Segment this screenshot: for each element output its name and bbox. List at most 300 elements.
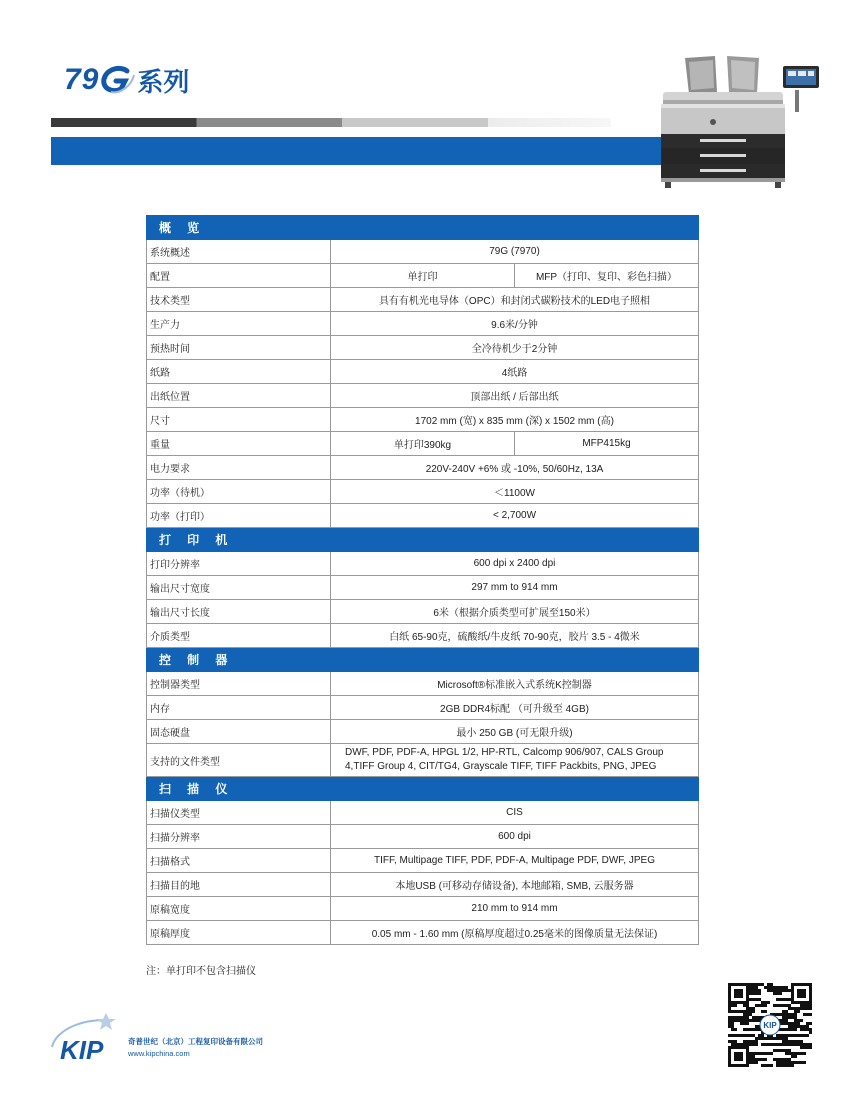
qr-module bbox=[803, 1028, 806, 1031]
qr-module bbox=[779, 1064, 782, 1067]
qr-module bbox=[743, 1016, 746, 1019]
table-row bbox=[147, 873, 699, 897]
qr-module bbox=[788, 1025, 791, 1028]
qr-module bbox=[791, 1025, 794, 1028]
qr-module bbox=[767, 1037, 770, 1040]
qr-module bbox=[770, 1037, 773, 1040]
qr-module bbox=[734, 1040, 737, 1043]
qr-module bbox=[809, 1028, 812, 1031]
qr-module bbox=[737, 1019, 740, 1022]
qr-module bbox=[776, 1004, 779, 1007]
qr-module bbox=[752, 1040, 755, 1043]
qr-module bbox=[764, 1058, 767, 1061]
qr-module bbox=[803, 1046, 806, 1049]
qr-module bbox=[752, 1061, 755, 1064]
row-value: 本地USB (可移动存储设备), 本地邮箱, SMB, 云服务器 bbox=[331, 873, 699, 897]
qr-module bbox=[770, 989, 773, 992]
qr-module bbox=[734, 1004, 737, 1007]
qr-module bbox=[797, 1061, 800, 1064]
qr-module bbox=[785, 1016, 788, 1019]
qr-module bbox=[743, 1028, 746, 1031]
qr-module bbox=[776, 1064, 779, 1067]
qr-module bbox=[785, 1028, 788, 1031]
qr-module bbox=[731, 1043, 734, 1046]
qr-module bbox=[752, 1043, 755, 1046]
table-row bbox=[147, 504, 699, 528]
qr-module bbox=[728, 1025, 731, 1028]
qr-module bbox=[794, 1028, 797, 1031]
qr-module bbox=[794, 1013, 797, 1016]
gradient-stripe bbox=[51, 118, 611, 127]
qr-module bbox=[788, 998, 791, 1001]
row-label: 打印分辨率 bbox=[147, 552, 331, 576]
row-value: 白纸 65-90克，硫酸纸/牛皮纸 70-90克，胶片 3.5 - 4微米 bbox=[331, 624, 699, 648]
qr-module bbox=[785, 1043, 788, 1046]
qr-module bbox=[806, 1004, 809, 1007]
row-value: MFP415kg bbox=[515, 432, 699, 456]
qr-module bbox=[752, 1058, 755, 1061]
qr-module bbox=[749, 983, 752, 986]
qr-module bbox=[749, 989, 752, 992]
qr-module bbox=[797, 1040, 800, 1043]
row-value: 220V-240V +6% 或 -10%, 50/60Hz, 13A bbox=[331, 456, 699, 480]
row-label: 预热时间 bbox=[147, 336, 331, 360]
row-label: 扫描仪类型 bbox=[147, 801, 331, 825]
qr-module bbox=[779, 1013, 782, 1016]
qr-module bbox=[779, 1004, 782, 1007]
qr-module bbox=[788, 989, 791, 992]
qr-module bbox=[788, 1043, 791, 1046]
qr-module bbox=[806, 1043, 809, 1046]
qr-module bbox=[782, 989, 785, 992]
qr-module bbox=[737, 1010, 740, 1013]
qr-module bbox=[764, 1004, 767, 1007]
qr-module bbox=[767, 1043, 770, 1046]
qr-module bbox=[728, 1034, 731, 1037]
qr-module bbox=[794, 1043, 797, 1046]
row-value: 具有有机光电导体（OPC）和封闭式碳粉技术的LED电子照相 bbox=[331, 288, 699, 312]
qr-module bbox=[785, 1010, 788, 1013]
row-label: 功率（待机） bbox=[147, 480, 331, 504]
qr-module bbox=[746, 1040, 749, 1043]
qr-module bbox=[782, 1058, 785, 1061]
table-row bbox=[147, 849, 699, 873]
section-header bbox=[147, 777, 699, 801]
qr-module bbox=[785, 1013, 788, 1016]
row-value: CIS bbox=[331, 801, 699, 825]
qr-module bbox=[740, 1016, 743, 1019]
row-value: 单打印390kg bbox=[331, 432, 515, 456]
qr-module bbox=[770, 1064, 773, 1067]
qr-module bbox=[752, 1007, 755, 1010]
qr-module bbox=[728, 1022, 731, 1025]
section-title: 概 览 bbox=[147, 216, 699, 240]
qr-module bbox=[728, 1016, 731, 1019]
qr-module bbox=[800, 1025, 803, 1028]
qr-module bbox=[800, 1061, 803, 1064]
qr-module bbox=[776, 1049, 779, 1052]
row-label: 生产力 bbox=[147, 312, 331, 336]
qr-module bbox=[788, 1028, 791, 1031]
qr-module bbox=[809, 1046, 812, 1049]
qr-module bbox=[740, 1010, 743, 1013]
qr-module bbox=[743, 1022, 746, 1025]
qr-module bbox=[731, 1040, 734, 1043]
table-row bbox=[147, 408, 699, 432]
table-row bbox=[147, 576, 699, 600]
qr-module bbox=[764, 1037, 767, 1040]
qr-module bbox=[743, 1040, 746, 1043]
qr-module bbox=[761, 1058, 764, 1061]
qr-module bbox=[743, 1010, 746, 1013]
row-value: 79G (7970) bbox=[331, 240, 699, 264]
qr-module bbox=[782, 986, 785, 989]
row-label: 出纸位置 bbox=[147, 384, 331, 408]
row-label: 系统概述 bbox=[147, 240, 331, 264]
qr-module bbox=[758, 1052, 761, 1055]
qr-module bbox=[731, 1034, 734, 1037]
qr-module bbox=[788, 1040, 791, 1043]
qr-module bbox=[800, 1046, 803, 1049]
qr-module bbox=[731, 1019, 734, 1022]
qr-module bbox=[782, 1049, 785, 1052]
row-value: 最小 250 GB (可无限升级) bbox=[331, 720, 699, 744]
logo-text: KIP bbox=[60, 1035, 104, 1065]
row-label: 配置 bbox=[147, 264, 331, 288]
qr-module bbox=[797, 1052, 800, 1055]
qr-module bbox=[779, 992, 782, 995]
qr-module bbox=[803, 1061, 806, 1064]
qr-module bbox=[728, 1040, 731, 1043]
qr-module bbox=[758, 1016, 761, 1019]
qr-module bbox=[803, 1052, 806, 1055]
qr-module bbox=[767, 983, 770, 986]
qr-module bbox=[776, 998, 779, 1001]
qr-module bbox=[755, 1028, 758, 1031]
section-header bbox=[147, 648, 699, 672]
row-label: 输出尺寸长度 bbox=[147, 600, 331, 624]
qr-module bbox=[755, 1043, 758, 1046]
row-value: 单打印 bbox=[331, 264, 515, 288]
qr-module bbox=[779, 986, 782, 989]
qr-module bbox=[809, 1007, 812, 1010]
qr-module bbox=[764, 1043, 767, 1046]
qr-module bbox=[800, 1043, 803, 1046]
qr-module bbox=[788, 1034, 791, 1037]
qr-module bbox=[788, 1013, 791, 1016]
qr-module bbox=[770, 986, 773, 989]
row-value: 2GB DDR4标配 （可升级至 4GB) bbox=[331, 696, 699, 720]
qr-module bbox=[788, 1052, 791, 1055]
qr-module bbox=[800, 1004, 803, 1007]
qr-module bbox=[800, 1028, 803, 1031]
qr-module bbox=[791, 1064, 794, 1067]
qr-module bbox=[746, 1016, 749, 1019]
qr-module bbox=[782, 1019, 785, 1022]
table-row bbox=[147, 432, 699, 456]
qr-module bbox=[797, 1019, 800, 1022]
qr-module bbox=[728, 1007, 731, 1010]
qr-module bbox=[749, 1013, 752, 1016]
row-label: 固态硬盘 bbox=[147, 720, 331, 744]
qr-module bbox=[788, 1004, 791, 1007]
qr-module bbox=[785, 1004, 788, 1007]
row-value: 全冷待机少于2分钟 bbox=[331, 336, 699, 360]
qr-module bbox=[779, 1037, 782, 1040]
qr-module bbox=[791, 1013, 794, 1016]
qr-module bbox=[788, 1049, 791, 1052]
table-row bbox=[147, 897, 699, 921]
table-row bbox=[147, 921, 699, 945]
qr-module bbox=[773, 1049, 776, 1052]
qr-module bbox=[749, 1019, 752, 1022]
table-row bbox=[147, 384, 699, 408]
qr-module bbox=[749, 1007, 752, 1010]
qr-module bbox=[794, 1055, 797, 1058]
qr-module bbox=[752, 1028, 755, 1031]
row-label: 电力要求 bbox=[147, 456, 331, 480]
qr-module bbox=[737, 1034, 740, 1037]
row-value: 9.6米/分钟 bbox=[331, 312, 699, 336]
qr-module bbox=[794, 1034, 797, 1037]
section-title: 控 制 器 bbox=[147, 648, 699, 672]
qr-module bbox=[779, 1034, 782, 1037]
section-header bbox=[147, 216, 699, 240]
series-label: 系列 bbox=[137, 67, 190, 98]
qr-module bbox=[794, 1052, 797, 1055]
qr-module bbox=[746, 1034, 749, 1037]
qr-module bbox=[803, 1004, 806, 1007]
row-value: 600 dpi bbox=[331, 825, 699, 849]
qr-module bbox=[800, 1007, 803, 1010]
table-row bbox=[147, 720, 699, 744]
qr-module bbox=[776, 989, 779, 992]
row-value: DWF, PDF, PDF-A, HPGL 1/2, HP-RTL, Calcomp 906/907, CALS Group 4,TIFF Group 4, CIT/TG4, Grayscale TIFF, TIFF Packbits, PNG, JPEG bbox=[331, 744, 699, 777]
qr-module bbox=[791, 1007, 794, 1010]
table-row bbox=[147, 801, 699, 825]
qr-module bbox=[806, 1034, 809, 1037]
qr-module bbox=[782, 1028, 785, 1031]
qr-module bbox=[758, 1004, 761, 1007]
qr-module bbox=[779, 989, 782, 992]
qr-module bbox=[797, 1010, 800, 1013]
row-label: 尺寸 bbox=[147, 408, 331, 432]
qr-module bbox=[794, 1010, 797, 1013]
spec-table bbox=[146, 215, 699, 945]
qr-module bbox=[743, 1019, 746, 1022]
qr-module bbox=[752, 1016, 755, 1019]
row-label: 扫描目的地 bbox=[147, 873, 331, 897]
model-number: 79 bbox=[64, 63, 100, 96]
qr-module bbox=[758, 983, 761, 986]
qr-module bbox=[782, 998, 785, 1001]
qr-module bbox=[731, 1022, 734, 1025]
qr-module bbox=[785, 1049, 788, 1052]
row-value: Microsoft®标准嵌入式系统K控制器 bbox=[331, 672, 699, 696]
qr-module bbox=[755, 1052, 758, 1055]
table-row bbox=[147, 456, 699, 480]
qr-module bbox=[752, 1010, 755, 1013]
qr-module bbox=[803, 1025, 806, 1028]
qr-module bbox=[782, 1043, 785, 1046]
qr-module bbox=[737, 1043, 740, 1046]
qr-module bbox=[731, 1025, 734, 1028]
qr-module bbox=[785, 1040, 788, 1043]
row-value: 4纸路 bbox=[331, 360, 699, 384]
qr-module bbox=[734, 1019, 737, 1022]
qr-module bbox=[776, 1043, 779, 1046]
qr-module bbox=[806, 1025, 809, 1028]
qr-module bbox=[806, 1028, 809, 1031]
qr-module bbox=[767, 1052, 770, 1055]
row-label: 输出尺寸宽度 bbox=[147, 576, 331, 600]
qr-module bbox=[809, 1043, 812, 1046]
qr-module bbox=[764, 986, 767, 989]
qr-module bbox=[764, 1052, 767, 1055]
qr-module bbox=[752, 1052, 755, 1055]
qr-module bbox=[782, 1061, 785, 1064]
qr-module bbox=[779, 1058, 782, 1061]
qr-module bbox=[800, 1040, 803, 1043]
table-row bbox=[147, 360, 699, 384]
qr-module bbox=[785, 1061, 788, 1064]
qr-module bbox=[731, 1028, 734, 1031]
qr-module bbox=[782, 1010, 785, 1013]
qr-module bbox=[791, 1034, 794, 1037]
qr-module bbox=[809, 1022, 812, 1025]
qr-module bbox=[746, 1022, 749, 1025]
qr-module bbox=[779, 1049, 782, 1052]
qr-module bbox=[752, 986, 755, 989]
qr-module bbox=[782, 1040, 785, 1043]
qr-module bbox=[806, 1022, 809, 1025]
qr-module bbox=[764, 1001, 767, 1004]
qr-module bbox=[770, 1052, 773, 1055]
row-value: 顶部出纸 / 后部出纸 bbox=[331, 384, 699, 408]
qr-module bbox=[803, 1034, 806, 1037]
section-title: 打 印 机 bbox=[147, 528, 699, 552]
table-row bbox=[147, 672, 699, 696]
footnote: 注：单打印不包含扫描仪 bbox=[146, 966, 256, 977]
qr-module bbox=[758, 998, 761, 1001]
row-value: 600 dpi x 2400 dpi bbox=[331, 552, 699, 576]
qr-module bbox=[806, 1007, 809, 1010]
company-name: 奇普世纪（北京）工程复印设备有限公司 bbox=[128, 1037, 263, 1046]
qr-module bbox=[746, 1004, 749, 1007]
qr-module bbox=[761, 1037, 764, 1040]
qr-module bbox=[791, 1040, 794, 1043]
row-label: 重量 bbox=[147, 432, 331, 456]
qr-module bbox=[755, 1025, 758, 1028]
row-value: < 2,700W bbox=[331, 504, 699, 528]
qr-module bbox=[794, 1061, 797, 1064]
qr-module bbox=[755, 1019, 758, 1022]
qr-module bbox=[782, 1022, 785, 1025]
qr-module bbox=[773, 1004, 776, 1007]
qr-module bbox=[734, 1034, 737, 1037]
qr-module bbox=[752, 992, 755, 995]
qr-module bbox=[800, 1034, 803, 1037]
qr-module bbox=[779, 998, 782, 1001]
qr-module bbox=[809, 1031, 812, 1034]
row-label: 支持的文件类型 bbox=[147, 744, 331, 777]
qr-module bbox=[776, 1061, 779, 1064]
qr-module bbox=[788, 1064, 791, 1067]
qr-module bbox=[755, 983, 758, 986]
qr-module bbox=[785, 1022, 788, 1025]
qr-module bbox=[794, 1022, 797, 1025]
row-value: 1702 mm (宽) x 835 mm (深) x 1502 mm (高) bbox=[331, 408, 699, 432]
row-label: 介质类型 bbox=[147, 624, 331, 648]
row-label: 功率（打印） bbox=[147, 504, 331, 528]
qr-module bbox=[782, 1016, 785, 1019]
qr-module bbox=[785, 1058, 788, 1061]
row-value: 0.05 mm - 1.60 mm (原稿厚度超过0.25毫米的图像质量无法保证) bbox=[331, 921, 699, 945]
qr-module bbox=[776, 986, 779, 989]
qr-module bbox=[761, 1043, 764, 1046]
qr-module bbox=[746, 1013, 749, 1016]
qr-module bbox=[749, 1055, 752, 1058]
qr-module bbox=[797, 1022, 800, 1025]
qr-module bbox=[761, 1004, 764, 1007]
qr-module bbox=[740, 1022, 743, 1025]
qr-module bbox=[788, 1061, 791, 1064]
qr-module bbox=[728, 1004, 731, 1007]
qr-module bbox=[761, 1034, 764, 1037]
table-row bbox=[147, 480, 699, 504]
qr-module bbox=[755, 986, 758, 989]
row-value: 6米（根据介质类型可扩展至150米） bbox=[331, 600, 699, 624]
qr-module bbox=[791, 1022, 794, 1025]
row-label: 技术类型 bbox=[147, 288, 331, 312]
qr-module bbox=[803, 1007, 806, 1010]
qr-module bbox=[803, 1043, 806, 1046]
qr-module bbox=[785, 1034, 788, 1037]
qr-module bbox=[749, 1010, 752, 1013]
qr-module bbox=[809, 1004, 812, 1007]
qr-module bbox=[731, 1004, 734, 1007]
qr-module bbox=[773, 1037, 776, 1040]
row-label: 控制器类型 bbox=[147, 672, 331, 696]
qr-module bbox=[770, 983, 773, 986]
qr-module bbox=[785, 1052, 788, 1055]
qr-module bbox=[755, 998, 758, 1001]
table-row bbox=[147, 336, 699, 360]
qr-module bbox=[779, 1043, 782, 1046]
qr-module bbox=[803, 1013, 806, 1016]
qr-module bbox=[785, 989, 788, 992]
qr-module bbox=[746, 1043, 749, 1046]
qr-module bbox=[740, 1043, 743, 1046]
row-label: 内存 bbox=[147, 696, 331, 720]
row-value: MFP（打印、复印、彩色扫描） bbox=[515, 264, 699, 288]
qr-module bbox=[788, 1007, 791, 1010]
qr-module bbox=[785, 986, 788, 989]
qr-module bbox=[758, 1034, 761, 1037]
website-link[interactable]: www.kipchina.com bbox=[128, 1049, 190, 1058]
qr-module bbox=[794, 1019, 797, 1022]
qr-module bbox=[743, 1043, 746, 1046]
qr-module bbox=[797, 1007, 800, 1010]
qr-module bbox=[758, 1037, 761, 1040]
table-row bbox=[147, 825, 699, 849]
qr-module bbox=[800, 1019, 803, 1022]
table-row bbox=[147, 600, 699, 624]
qr-module bbox=[779, 1061, 782, 1064]
qr-module bbox=[749, 1052, 752, 1055]
table-row bbox=[147, 552, 699, 576]
printer-image bbox=[655, 52, 825, 190]
